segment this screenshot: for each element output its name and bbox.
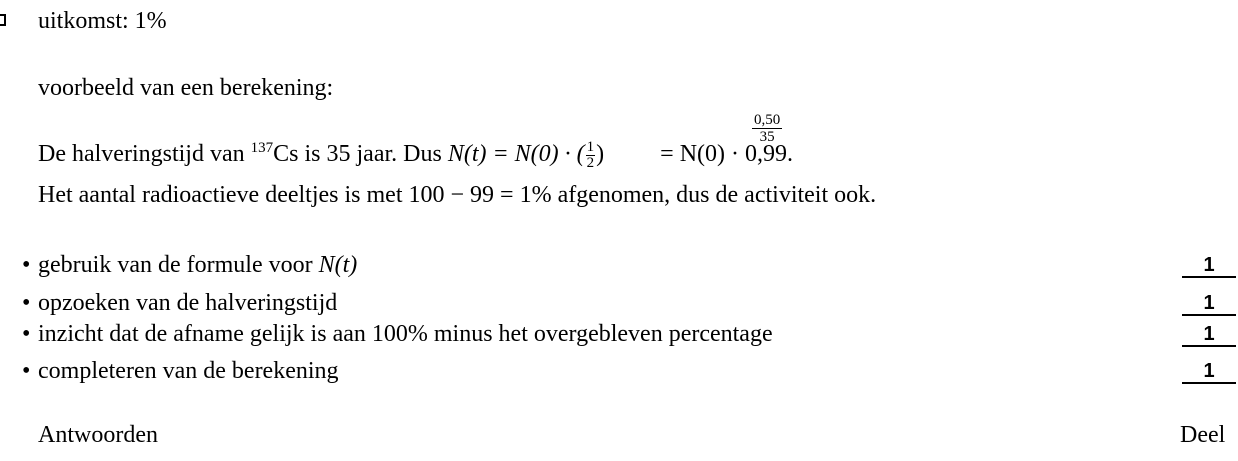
exponent-denominator: 35 bbox=[759, 129, 775, 145]
example-heading: voorbeeld van een berekening: bbox=[38, 75, 334, 101]
criterion-1 bbox=[38, 252, 357, 279]
criterion-bullet: • bbox=[22, 321, 31, 347]
criterion-bullet: • bbox=[22, 290, 31, 316]
formula-line bbox=[38, 140, 793, 171]
criterion-2: opzoeken van de halveringstijd bbox=[38, 290, 338, 316]
half-numerator: 1 bbox=[586, 139, 595, 155]
formula-lhs: N(t) = N(0) · ( bbox=[447, 141, 585, 168]
checkbox-icon bbox=[0, 14, 6, 26]
criterion-math: N(t) bbox=[318, 252, 358, 278]
conclusion-line: Het aantal radioactieve deeltjes is met 100 − 99 = 1% afgenomen, dus de activiteit ook. bbox=[38, 182, 877, 208]
formula-rhs: = N(0) · 0,99. bbox=[654, 141, 793, 168]
criterion-text: gebruik van de formule voor bbox=[38, 252, 319, 278]
isotope-mass: 137 bbox=[250, 140, 274, 157]
formula-intro: De halveringstijd van bbox=[38, 141, 251, 168]
isotope-symbol: Cs bbox=[273, 141, 299, 168]
half-denominator: 2 bbox=[586, 155, 595, 171]
criterion-points: 1 bbox=[1182, 323, 1236, 347]
formula-close-paren: ) bbox=[596, 141, 605, 168]
footer-right: Deel bbox=[1180, 422, 1226, 448]
criterion-points: 1 bbox=[1182, 292, 1236, 316]
formula-intro-2: is 35 jaar. Dus bbox=[298, 141, 448, 168]
footer-left: Antwoorden bbox=[38, 422, 158, 448]
criterion-bullet: • bbox=[22, 252, 31, 278]
exponent-numerator: 0,50 bbox=[754, 112, 781, 128]
outcome-text: uitkomst: 1% bbox=[38, 8, 167, 34]
criterion-3: inzicht dat de afname gelijk is aan 100% minus het overgebleven percentage bbox=[38, 321, 773, 347]
criterion-bullet: • bbox=[22, 358, 31, 384]
half-fraction bbox=[586, 140, 596, 171]
criterion-points: 1 bbox=[1182, 254, 1236, 278]
criterion-points: 1 bbox=[1182, 360, 1236, 384]
criterion-4: completeren van de berekening bbox=[38, 358, 339, 384]
